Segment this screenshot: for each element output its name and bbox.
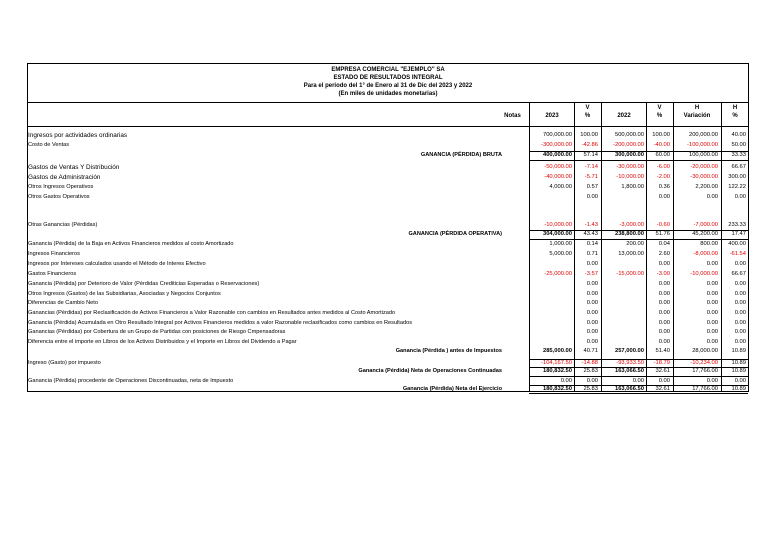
cell-b: 238,800.00	[614, 231, 644, 237]
cell-hp: 122.22	[728, 184, 746, 190]
cell-hp: 0.00	[734, 300, 746, 306]
subtotal-rule	[529, 230, 748, 231]
cell-h: 0.00	[706, 261, 718, 267]
cell-a: -104,167.50	[541, 360, 572, 366]
cell-hp: 0.00	[734, 320, 746, 326]
cell-h: 0.00	[706, 378, 718, 384]
cell-v2: -40.00	[653, 142, 670, 148]
row-label: Costo de Ventas	[28, 142, 70, 148]
cell-v1: 0.00	[586, 378, 598, 384]
company-name: EMPRESA COMERCIAL "EJEMPLO" SA	[331, 67, 445, 73]
row-label: Ganancia (Pérdida) Neta del Ejercicio	[402, 386, 502, 392]
subtotal-rule	[529, 376, 748, 377]
cell-v2: 0.36	[658, 184, 670, 190]
cell-v2: 51.76	[655, 231, 670, 237]
row-label: Ganancia (Pérdida ) antes de Impuestos	[395, 348, 502, 354]
cell-v1: 100.00	[580, 132, 598, 138]
cell-v1: 0.00	[586, 281, 598, 287]
col-header-2023: 2023	[545, 113, 559, 119]
column-separator	[673, 102, 674, 391]
col-header-notes: Notas	[504, 113, 521, 119]
cell-h: 0.00	[706, 329, 718, 335]
cell-v1: 0.00	[586, 310, 598, 316]
cell-h: 0.00	[706, 320, 718, 326]
cell-b: -3,000.00	[619, 222, 644, 228]
cell-a: -300,000.00	[541, 142, 572, 148]
cell-v1: -5.71	[584, 174, 598, 180]
cell-hp: 10.89	[731, 368, 746, 374]
column-separator	[721, 102, 722, 391]
cell-v1: 0.00	[586, 339, 598, 345]
cell-a: 4,000.00	[549, 184, 572, 190]
cell-h: 100,000.00	[688, 152, 718, 158]
subtotal-rule	[529, 393, 748, 394]
cell-v2: 51.40	[655, 348, 670, 354]
col-header-h-top: H	[694, 105, 700, 111]
cell-v2: 0.04	[658, 241, 670, 247]
cell-v2: 0.00	[658, 320, 670, 326]
cell-a: -25,000.00	[544, 271, 572, 277]
cell-b: -15,000.00	[616, 271, 644, 277]
col-header-hp-bottom: %	[732, 113, 738, 119]
row-label: Ganancia (Pérdida) de la Baja en Activos Financieros medidos al costo Amortizado	[28, 241, 234, 247]
cell-v2: 0.00	[658, 281, 670, 287]
cell-v2: -3.00	[656, 271, 670, 277]
cell-a: -40,000.00	[544, 174, 572, 180]
cell-h: -10,234.00	[690, 360, 718, 366]
cell-v1: 25.83	[583, 368, 598, 374]
cell-v1: 0.57	[586, 184, 598, 190]
cell-a: 304,000.00	[542, 231, 572, 237]
row-label: Otros Ingresos (Gastos) de las Subsidiarias, Asociadas y Negocios Conjuntos	[28, 291, 221, 297]
column-separator	[574, 102, 575, 391]
cell-b: 163,066.50	[614, 368, 644, 374]
cell-hp: -61.54	[729, 251, 746, 257]
cell-v2: 0.00	[658, 329, 670, 335]
cell-hp: 33.33	[731, 152, 746, 158]
cell-b: 300,000.00	[614, 152, 644, 158]
subtotal-rule	[529, 160, 748, 161]
col-header-v2-top: V	[657, 105, 662, 111]
row-label: Ganancia (Pérdida) procedente de Operaciones Discontinuadas, neta de Impuesto	[28, 378, 234, 384]
cell-a: 285,000.00	[542, 348, 572, 354]
cell-h: 0.00	[706, 194, 718, 200]
cell-hp: 66.67	[731, 164, 746, 170]
cell-a: -50,000.00	[544, 164, 572, 170]
cell-v2: 0.00	[658, 300, 670, 306]
cell-hp: 0.00	[734, 281, 746, 287]
cell-hp: 233.33	[728, 222, 746, 228]
cell-v1: 57.14	[583, 152, 598, 158]
cell-hp: 10.89	[731, 386, 746, 392]
cell-v2: 0.00	[658, 261, 670, 267]
cell-v1: 0.71	[586, 251, 598, 257]
row-label: Ingresos Financieros	[28, 251, 80, 257]
cell-hp: 400.00	[728, 241, 746, 247]
column-separator	[601, 102, 602, 391]
cell-b: -93,933.50	[616, 360, 644, 366]
period-line: Para el periodo del 1° de Enero al 31 de Dic del 2023 y 2022	[303, 83, 473, 89]
cell-v2: 32.61	[655, 386, 670, 392]
cell-v1: 25.83	[583, 386, 598, 392]
cell-h: -8,000.00	[693, 251, 718, 257]
row-label: Ganancia (Pérdida) Acumulada en Otro Resultado Integral por Activos Financieros medidos a valor Razonable reclasificados como cambios en Resultados	[28, 320, 412, 326]
cell-v2: -0.60	[656, 222, 670, 228]
cell-h: 2,200.00	[695, 184, 718, 190]
row-label: Otros Gastos Operativos	[28, 194, 90, 200]
cell-b: 163,066.50	[614, 386, 644, 392]
cell-a: 400,000.00	[542, 152, 572, 158]
cell-h: 28,000.00	[692, 348, 718, 354]
cell-hp: 0.00	[734, 310, 746, 316]
cell-a: -10,000.00	[544, 222, 572, 228]
cell-b: 200.00	[626, 241, 644, 247]
column-header-divider	[28, 126, 748, 127]
cell-h: -10,000.00	[690, 271, 718, 277]
cell-h: 0.00	[706, 291, 718, 297]
cell-a: 0.00	[560, 378, 572, 384]
cell-v2: -6.00	[656, 164, 670, 170]
cell-h: -30,000.00	[690, 174, 718, 180]
cell-v1: 0.00	[586, 320, 598, 326]
cell-hp: 300.00	[728, 174, 746, 180]
header-divider	[28, 102, 748, 103]
cell-v2: 100.00	[652, 132, 670, 138]
row-label: Ingresos por Intereses calculados usando el Método de Interes Efectivo	[28, 261, 206, 267]
row-label: Otros Ingresos Operativos	[28, 184, 94, 190]
cell-v1: 0.00	[586, 291, 598, 297]
col-header-v1-top: V	[585, 105, 590, 111]
cell-b: -30,000.00	[616, 164, 644, 170]
cell-h: 0.00	[706, 281, 718, 287]
row-label: Otras Ganancias (Pérdidas)	[28, 222, 98, 228]
row-label: Ingresos por actividades ordinarias	[28, 132, 128, 139]
subtotal-rule	[529, 151, 748, 152]
cell-v2: 32.61	[655, 368, 670, 374]
cell-hp: 10.89	[731, 348, 746, 354]
row-label: Diferencias de Cambio Neto	[28, 300, 98, 306]
row-label: Gastos Financieros	[28, 271, 77, 277]
cell-v1: 0.00	[586, 194, 598, 200]
cell-v1: -7.14	[584, 164, 598, 170]
cell-h: 45,200.00	[692, 231, 718, 237]
column-separator	[646, 102, 647, 391]
cell-hp: 17.47	[731, 231, 746, 237]
cell-v2: 0.00	[658, 378, 670, 384]
cell-v1: 0.00	[586, 300, 598, 306]
row-label: Ganancias (Pérdidas) por Reclasificación de Activos Financieros a Valor Razonable con cambios en Resultados antes medidos al Costo Amortizado	[28, 310, 396, 316]
cell-v2: -18.79	[653, 360, 670, 366]
cell-hp: 50.00	[731, 142, 746, 148]
subtotal-rule	[529, 359, 748, 360]
cell-a: 1,000.00	[549, 241, 572, 247]
row-label: Ganancia (Pérdida) por Deterioro de Valor (Pérdidas Crediticias Esperadas o Reservaciones)	[28, 281, 260, 287]
cell-v1: 0.00	[586, 329, 598, 335]
cell-h: 0.00	[706, 339, 718, 345]
cell-v2: 0.00	[658, 310, 670, 316]
cell-h: 800.00	[700, 241, 718, 247]
cell-a: 5,000.00	[549, 251, 572, 257]
col-header-hp-top: H	[732, 105, 738, 111]
row-label: Ganancias (Pérdidas) por Cobertura de un Grupo de Partidas con posiciones de Riesgo Cmpensadoras	[28, 329, 286, 335]
row-label: GANANCIA (PÉRDIDA OPERATIVA)	[408, 231, 502, 237]
cell-v1: -14.88	[581, 360, 598, 366]
cell-v1: -42.86	[581, 142, 598, 148]
cell-hp: 10.89	[731, 360, 746, 366]
cell-h: 0.00	[706, 310, 718, 316]
cell-b: 13,000.00	[618, 251, 644, 257]
cell-h: -20,000.00	[690, 164, 718, 170]
row-label: Diferencia entre el importe en Libros de los Activos Distribuidos y el Importe en Libros del Dividendo a Pagar	[28, 339, 297, 345]
cell-v1: 0.00	[586, 261, 598, 267]
col-header-h-bottom: Variación	[683, 113, 711, 119]
cell-b: 500,000.00	[614, 132, 644, 138]
subtotal-rule	[529, 385, 748, 386]
cell-v1: 40.71	[583, 348, 598, 354]
col-header-v2-bottom: %	[656, 113, 663, 119]
units-line: (En miles de unidades monetarias)	[338, 91, 438, 97]
column-separator	[529, 102, 530, 391]
cell-hp: 66.67	[731, 271, 746, 277]
cell-h: 17,766.00	[692, 386, 718, 392]
cell-hp: 0.00	[734, 378, 746, 384]
cell-v1: 0.14	[586, 241, 598, 247]
subtotal-rule	[529, 367, 748, 368]
cell-hp: 0.00	[734, 261, 746, 267]
cell-b: -200,000.00	[613, 142, 644, 148]
row-label: Ingreso (Gasto) por impuesto	[28, 360, 101, 366]
cell-a: 180,832.50	[542, 368, 572, 374]
cell-h: 17,766.00	[692, 368, 718, 374]
row-label: Gastos de Administración	[28, 174, 101, 181]
cell-v2: 0.00	[658, 194, 670, 200]
cell-b: 1,800.00	[621, 184, 644, 190]
cell-b: 257,000.00	[614, 348, 644, 354]
row-label: Gastos de Ventas Y Distribución	[28, 164, 120, 171]
cell-h: -100,000.00	[687, 142, 718, 148]
cell-b: -10,000.00	[616, 174, 644, 180]
cell-v2: 0.00	[658, 291, 670, 297]
cell-a: 180,832.50	[542, 386, 572, 392]
cell-v1: -3.57	[584, 271, 598, 277]
col-header-2022: 2022	[617, 113, 631, 119]
cell-h: 0.00	[706, 300, 718, 306]
cell-h: 200,000.00	[688, 132, 718, 138]
cell-v2: 60.00	[655, 152, 670, 158]
cell-v1: -1.43	[584, 222, 598, 228]
row-label: Ganancia (Pérdida) Neta de Operaciones Continuadas	[358, 368, 502, 374]
row-label: GANANCIA (PÉRDIDA) BRUTA	[420, 152, 502, 158]
cell-h: -7,000.00	[693, 222, 718, 228]
income-statement-sheet	[27, 63, 749, 392]
cell-hp: 0.00	[734, 194, 746, 200]
cell-v2: 0.00	[658, 339, 670, 345]
cell-v2: -2.00	[656, 174, 670, 180]
cell-hp: 40.00	[731, 132, 746, 138]
cell-a: 700,000.00	[542, 132, 572, 138]
cell-hp: 0.00	[734, 339, 746, 345]
cell-hp: 0.00	[734, 329, 746, 335]
cell-b: 0.00	[632, 378, 644, 384]
cell-v2: 2.60	[658, 251, 670, 257]
cell-v1: 43.43	[583, 231, 598, 237]
subtotal-rule	[529, 239, 748, 240]
statement-title: ESTADO DE RESULTADOS INTEGRAL	[333, 75, 443, 81]
cell-hp: 0.00	[734, 291, 746, 297]
col-header-v1-bottom: %	[584, 113, 591, 119]
